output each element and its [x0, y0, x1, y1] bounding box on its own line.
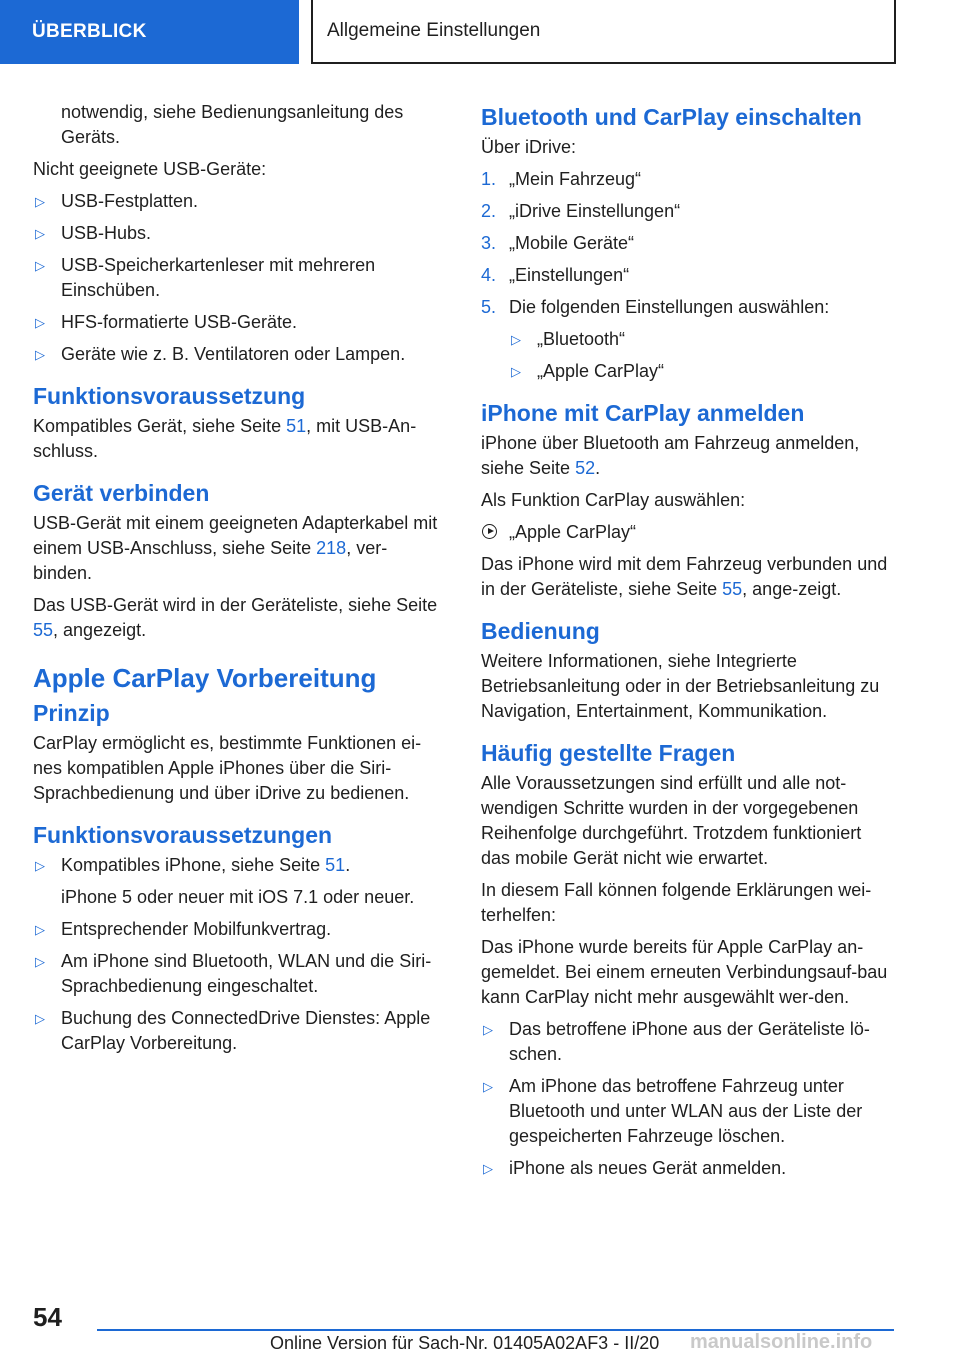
connect-paragraph: USB-Gerät mit einem geeigneten Adapterkabel mit einem USB-Anschluss, siehe Seite 218, ver-binden. — [33, 513, 438, 583]
right-column — [481, 100, 893, 1188]
steps-list — [481, 167, 893, 320]
principle-paragraph: CarPlay ermöglicht es, bestimmte Funktionen ei-nes kompatiblen Apple iPhones über die Siri-Sprachbedienung und über iDrive zu bedienen. — [33, 733, 422, 803]
list-item: ▷ „Bluetooth“ — [509, 327, 893, 352]
page-link-51[interactable]: 51 — [286, 416, 307, 436]
triangle-bullet-icon: ▷ — [35, 922, 45, 937]
via-idrive: Über iDrive: — [481, 137, 577, 157]
list-item: 5. Die folgenden Einstellungen auswählen: — [481, 297, 830, 317]
triangle-bullet-icon: ▷ — [35, 858, 45, 873]
requirement-note: iPhone 5 oder neuer mit iOS 7.1 oder neuer. — [61, 887, 415, 907]
list-item: 3. „Mobile Geräte“ — [481, 233, 635, 253]
page-link-51[interactable]: 51 — [325, 855, 346, 875]
chapter-title: Allgemeine Einstellungen — [311, 0, 896, 64]
select-function: Als Funktion CarPlay auswählen: — [481, 490, 746, 510]
triangle-bullet-icon: ▷ — [511, 332, 521, 347]
heading-bedienung: Bedienung — [481, 618, 600, 644]
list-item: 4. „Einstellungen“ — [481, 265, 630, 285]
triangle-bullet-icon: ▷ — [483, 1161, 493, 1176]
play-circle-icon — [482, 524, 497, 539]
unsuitable-label: Nicht geeignete USB-Geräte: — [33, 159, 267, 179]
page-link-55[interactable]: 55 — [722, 579, 743, 599]
page-header — [0, 0, 960, 66]
page-link-52[interactable]: 52 — [575, 458, 596, 478]
heading-funktionsvoraussetzungen: Funktionsvoraussetzungen — [33, 822, 333, 848]
carplay-select-line: „Apple CarPlay“ — [481, 520, 893, 545]
triangle-bullet-icon: ▷ — [35, 347, 45, 362]
page-link-55[interactable]: 55 — [33, 620, 54, 640]
connected-paragraph: Das iPhone wird mit dem Fahrzeug verbunden und in der Geräteliste, siehe Seite 55, ange-zeigt. — [481, 554, 888, 599]
list-item: ▷ USB-Hubs. — [33, 221, 445, 246]
section-tab[interactable]: ÜBERBLICK — [0, 0, 299, 64]
list-item: ▷ Kompatibles iPhone, siehe Seite 51. iPhone 5 oder neuer mit iOS 7.1 oder neuer. — [33, 853, 445, 910]
heading-haeufig-gestellte-fragen: Häufig gestellte Fragen — [481, 740, 736, 766]
watermark: manualsonline.info — [690, 1331, 873, 1353]
triangle-bullet-icon: ▷ — [35, 1011, 45, 1026]
heading-funktionsvoraussetzung: Funktionsvoraussetzung — [33, 383, 306, 409]
list-item: ▷ HFS-formatierte USB-Geräte. — [33, 310, 445, 335]
list-item: ▷ Geräte wie z. B. Ventilatoren oder Lampen. — [33, 342, 445, 367]
list-item: ▷ USB-Festplatten. — [33, 189, 445, 214]
list-item: ▷ Am iPhone sind Bluetooth, WLAN und die Siri-Sprachbedienung eingeschaltet. — [35, 951, 432, 996]
triangle-bullet-icon: ▷ — [483, 1079, 493, 1094]
list-item: ▷ Entsprechender Mobilfunkvertrag. — [33, 917, 445, 942]
intro-continuation: notwendig, siehe Bedienungsanleitung des Geräts. — [61, 102, 404, 147]
triangle-bullet-icon: ▷ — [35, 194, 45, 209]
faq-paragraph-3: Das iPhone wurde bereits für Apple CarPlay an-gemeldet. Bei einem erneuten Verbindungsauf-bau kann CarPlay nicht mehr ausgewählt wer-den. — [481, 937, 888, 1007]
requirements-list — [33, 853, 445, 1056]
connect-paragraph-2: Das USB-Gerät wird in der Geräteliste, siehe Seite 55, angezeigt. — [33, 595, 438, 640]
page-number: 54 — [33, 1302, 62, 1332]
list-item: 1. „Mein Fahrzeug“ — [481, 169, 642, 189]
unsuitable-list — [33, 189, 445, 367]
triangle-bullet-icon: ▷ — [35, 954, 45, 969]
list-item: ▷ iPhone als neues Gerät anmelden. — [481, 1156, 893, 1181]
operation-paragraph: Weitere Informationen, siehe Integrierte Betriebsanleitung oder in der Betriebsanleitung zu Navigation, Entertainment, Kommunikation. — [481, 651, 880, 721]
footer-online-version: Online Version für Sach-Nr. 01405A02AF3 - II/20 — [270, 1333, 660, 1353]
list-item: 2. „iDrive Einstellungen“ — [481, 201, 681, 221]
page-link-218[interactable]: 218 — [316, 538, 347, 558]
left-column — [33, 100, 445, 1063]
list-item: ▷ USB-Speicherkartenleser mit mehreren Einschüben. — [35, 255, 376, 300]
list-item: ▷ Am iPhone das betroffene Fahrzeug unter Bluetooth und unter WLAN aus der Liste der gespeicherten Fahrzeuge löschen. — [483, 1076, 863, 1146]
faq-paragraph-1: Alle Voraussetzungen sind erfüllt und alle not-wendigen Schritte wurden in der vorgegebenen Reihenfolge durchgeführt. Trotzdem funktioniert das mobile Gerät nicht wie erwartet. — [481, 773, 862, 868]
heading-geraet-verbinden: Gerät verbinden — [33, 480, 210, 506]
register-paragraph: iPhone über Bluetooth am Fahrzeug anmelden, siehe Seite 52. — [481, 433, 860, 478]
heading-prinzip: Prinzip — [33, 700, 110, 726]
heading-apple-carplay-vorbereitung: Apple CarPlay Vorbereitung — [33, 663, 377, 693]
faq-list — [481, 1017, 893, 1181]
triangle-bullet-icon: ▷ — [35, 226, 45, 241]
faq-paragraph-2: In diesem Fall können folgende Erklärungen wei-terhelfen: — [481, 880, 872, 925]
func-paragraph: Kompatibles Gerät, siehe Seite 51, mit USB-An-schluss. — [33, 416, 417, 461]
triangle-bullet-icon: ▷ — [35, 315, 45, 330]
triangle-bullet-icon: ▷ — [483, 1022, 493, 1037]
heading-bluetooth-carplay: Bluetooth und CarPlay einschalten — [481, 104, 862, 130]
heading-iphone-carplay-anmelden: iPhone mit CarPlay anmelden — [481, 400, 805, 426]
list-item: ▷ Das betroffene iPhone aus der Geräteliste lö-schen. — [483, 1019, 870, 1064]
settings-sublist — [509, 327, 893, 384]
list-item: ▷ „Apple CarPlay“ — [509, 359, 893, 384]
triangle-bullet-icon: ▷ — [511, 364, 521, 379]
triangle-bullet-icon: ▷ — [35, 258, 45, 273]
list-item: ▷ Buchung des ConnectedDrive Dienstes: Apple CarPlay Vorbereitung. — [35, 1008, 431, 1053]
